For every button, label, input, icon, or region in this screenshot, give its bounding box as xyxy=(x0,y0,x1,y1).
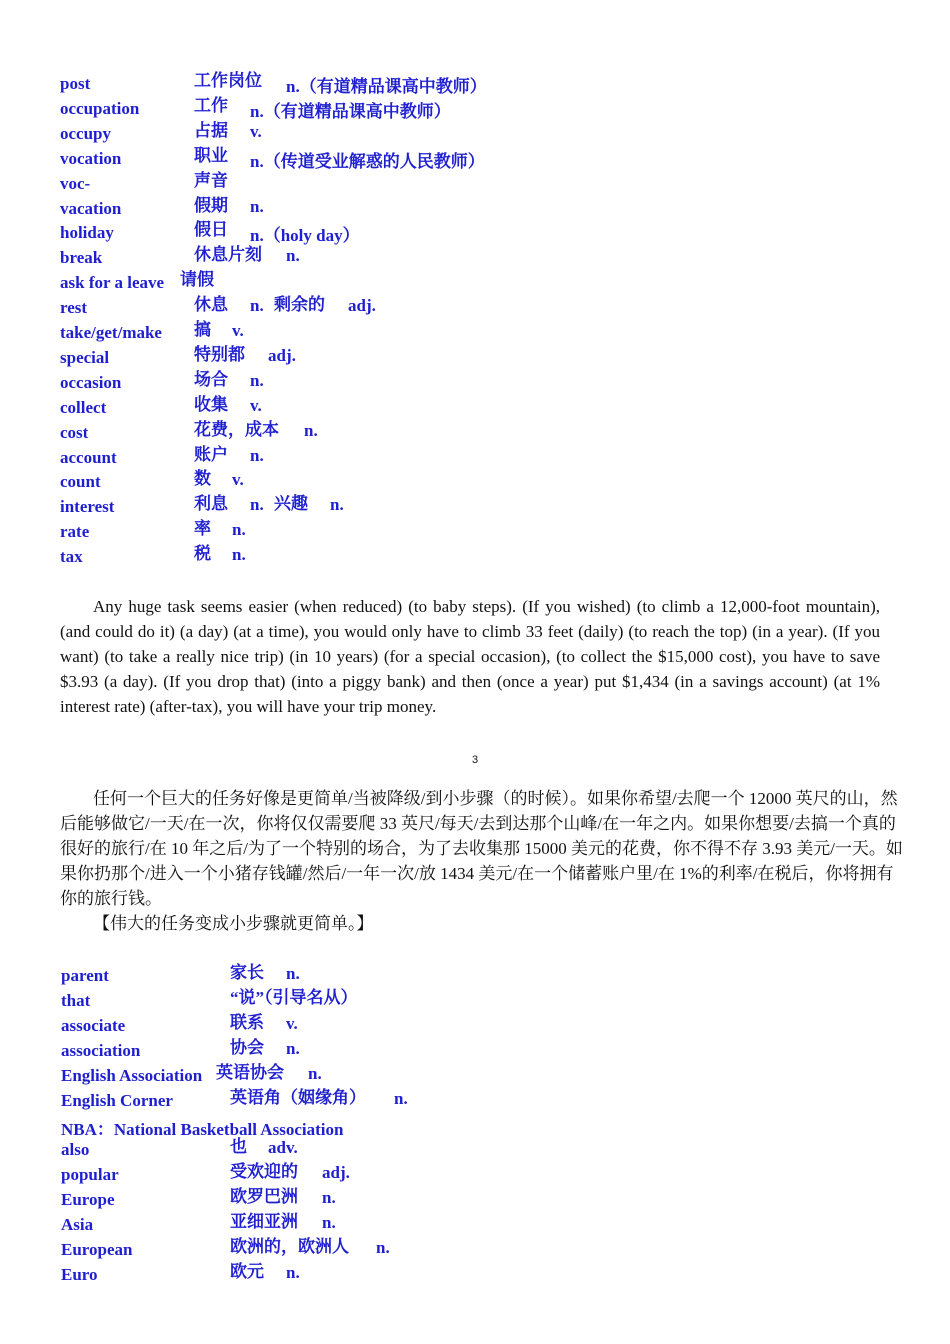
vocab-meaning: 英语角（姻缘角） xyxy=(230,1087,366,1107)
vocab-meaning: 假期 xyxy=(194,195,228,215)
vocab-word: cost xyxy=(60,422,89,442)
vocab-pos: n. xyxy=(232,545,246,565)
vocab-word: tax xyxy=(60,547,83,567)
vocab-meaning: 账户 xyxy=(194,444,228,464)
vocab-pos: n. xyxy=(308,1063,322,1083)
vocab-word: voc- xyxy=(60,173,91,193)
vocab-meaning: 欧罗巴洲 xyxy=(230,1187,298,1207)
chinese-summary: 【伟大的任务变成小步骤就更简单。】 xyxy=(93,914,374,933)
vocab-row xyxy=(0,419,900,443)
vocab-word: Euro xyxy=(61,1264,98,1284)
chinese-paragraph xyxy=(60,786,910,936)
vocab-row xyxy=(0,344,900,368)
vocab-pos: v. xyxy=(250,395,262,415)
vocab-pos: n. xyxy=(286,964,300,983)
vocab-meaning: 英语协会 xyxy=(216,1062,284,1082)
vocab-word: parent xyxy=(61,966,109,985)
vocab-pos: adj. xyxy=(268,345,296,365)
vocab-meaning: 场合 xyxy=(194,369,228,389)
vocab-word: English Corner xyxy=(61,1090,173,1110)
vocab-row xyxy=(0,1236,900,1260)
vocab-meaning: 请假 xyxy=(180,270,214,290)
vocab-meaning: 花费，成本 xyxy=(194,419,279,439)
vocab-pos: n.（有道精品课高中教师） xyxy=(286,77,487,96)
vocab-meaning: 工作岗位 xyxy=(194,71,262,90)
vocab-row xyxy=(0,1087,900,1111)
vocab-extra-pos: n. xyxy=(330,495,344,515)
vocab-word: English Association xyxy=(61,1065,203,1085)
vocab-row xyxy=(0,1062,900,1086)
vocab-meaning: 数 xyxy=(194,469,211,489)
vocab-row xyxy=(0,1136,900,1160)
vocab-meaning: “说”（引导名从） xyxy=(230,987,358,1007)
vocab-meaning: 占据 xyxy=(194,120,228,140)
vocab-word: ask for a leave xyxy=(60,273,165,293)
vocab-row xyxy=(0,1186,900,1210)
vocab-pos: n. xyxy=(394,1088,408,1108)
vocab-meaning: 率 xyxy=(194,519,211,539)
vocab-row xyxy=(0,987,900,1011)
vocab-word: occasion xyxy=(60,372,122,392)
vocab-pos: n. xyxy=(286,246,300,266)
vocab-row xyxy=(0,120,900,144)
vocab-word: occupation xyxy=(60,98,140,118)
vocab-meaning: 税 xyxy=(194,544,211,564)
vocab-word: that xyxy=(61,990,91,1010)
vocab-word: NBA：National Basketball Association xyxy=(61,1120,344,1140)
vocab-row xyxy=(0,319,900,343)
vocab-word: vocation xyxy=(60,148,122,168)
vocab-meaning: 利息 xyxy=(194,494,228,514)
vocab-row xyxy=(0,70,900,94)
vocab-extra-meaning: 剩余的 xyxy=(274,295,325,315)
vocab-word: special xyxy=(60,347,110,367)
vocab-word: also xyxy=(61,1140,90,1160)
vocab-meaning: 工作 xyxy=(194,95,228,115)
vocab-word: associate xyxy=(61,1015,126,1035)
vocab-pos: n.（有道精品课高中教师） xyxy=(250,101,451,121)
vocab-pos: n. xyxy=(250,296,264,316)
vocab-row xyxy=(0,493,900,517)
vocab-pos: n.（传道受业解惑的人民教师） xyxy=(250,151,485,171)
vocab-pos: n. xyxy=(232,520,246,540)
vocab-meaning: 特别都 xyxy=(194,344,245,364)
vocab-extra-pos: adj. xyxy=(348,296,376,316)
vocab-row xyxy=(0,518,900,542)
vocab-pos: v. xyxy=(286,1013,298,1033)
vocab-meaning: 休息片刻 xyxy=(194,245,262,265)
vocab-row xyxy=(0,468,900,492)
vocab-row xyxy=(0,444,900,468)
vocab-row xyxy=(0,95,900,119)
vocab-word: break xyxy=(60,248,103,268)
vocab-row xyxy=(0,1111,900,1140)
vocab-row xyxy=(0,195,900,219)
vocab-row xyxy=(0,170,900,194)
vocab-pos: n. xyxy=(322,1188,336,1208)
vocab-row xyxy=(0,244,900,268)
vocab-meaning: 休息 xyxy=(194,295,228,315)
vocab-pos: v. xyxy=(232,321,244,340)
vocab-word: take/get/make xyxy=(60,323,162,342)
vocab-meaning: 收集 xyxy=(194,394,228,414)
vocab-row xyxy=(0,294,900,318)
english-paragraph xyxy=(60,594,880,719)
vocab-row xyxy=(0,1211,900,1235)
vocab-row xyxy=(0,1037,900,1061)
english-paragraph-text: Any huge task seems easier (when reduced) (to baby steps). (If you wished) (to climb a 12,000-foot mountain), (and could do it) (a day) (at a time), you would only have to climb 33 feet (daily) (to reach the top) (in a year). (If you want) (to take a really nice trip) (in 10 years) (for a special occasion), (to collect the $15,000 cost), you have to save $3.93 (a day). (If you drop that) (into a piggy bank) and then (once a year) put $1,434 (in a savings account) (at 1% interest rate) (after-tax), you will have your trip money. xyxy=(60,597,880,716)
vocab-pos: n. xyxy=(250,370,264,390)
vocab-word: account xyxy=(60,447,117,467)
vocab-pos: n. xyxy=(286,1038,300,1058)
vocab-word: collect xyxy=(60,397,107,417)
vocab-meaning: 声音 xyxy=(194,170,228,190)
vocab-row xyxy=(0,1261,900,1285)
vocab-word: European xyxy=(61,1239,133,1259)
vocab-meaning: 受欢迎的 xyxy=(230,1162,298,1182)
vocab-pos: n.（holy day） xyxy=(250,226,360,246)
vocab-word: Asia xyxy=(61,1215,94,1234)
vocab-meaning: 搞 xyxy=(194,320,211,339)
vocab-word: association xyxy=(61,1040,141,1060)
vocab-pos: adv. xyxy=(268,1138,298,1158)
vocab-row xyxy=(0,394,900,418)
vocab-row xyxy=(0,962,900,986)
vocab-pos: v. xyxy=(250,121,262,141)
vocab-meaning: 欧元 xyxy=(230,1261,264,1281)
vocab-pos: n. xyxy=(322,1213,336,1232)
vocab-meaning: 欧洲的，欧洲人 xyxy=(230,1236,349,1256)
vocab-meaning: 也 xyxy=(230,1137,247,1157)
vocab-pos: n. xyxy=(376,1237,390,1257)
vocab-row xyxy=(0,1012,900,1036)
vocab-word: Europe xyxy=(61,1190,115,1210)
vocab-word: occupy xyxy=(60,123,111,143)
vocab-word: popular xyxy=(61,1165,119,1185)
vocab-row xyxy=(0,543,900,567)
vocab-word: holiday xyxy=(60,223,114,243)
vocab-row xyxy=(0,1161,900,1185)
vocab-pos: n. xyxy=(250,196,264,216)
vocab-word: count xyxy=(60,472,101,492)
vocab-word: rest xyxy=(60,298,88,318)
vocab-word: post xyxy=(60,74,91,93)
vocab-pos: n. xyxy=(286,1262,300,1282)
vocab-pos: n. xyxy=(304,420,318,440)
vocab-meaning: 职业 xyxy=(194,145,228,165)
vocab-pos: v. xyxy=(232,470,244,490)
vocab-word: rate xyxy=(60,522,90,542)
vocab-meaning: 联系 xyxy=(230,1012,264,1032)
page-number: 3 xyxy=(471,754,479,766)
vocab-pos: n. xyxy=(250,495,264,515)
chinese-paragraph-text: 任何一个巨大的任务好像是更简单/当被降级/到小步骤（的时候）。如果你希望/去爬一个 12000 英尺的山，然后能够做它/一天/在一次，你将仅仅需要爬 33 英尺/每天/去到达那个山峰/在一年之内。如果你想要/去搞一个真的很好的旅行/在 10 年之后/为了一个特别的场合，为了去收集那 15000 美元的花费，你不得不存 3.93 美元/一天。如果你扔那个/进入一个小猪存钱罐/然后/一年一次/放 1434 美元/在一个储蓄账户里/在 1%的利率/在税后，你将拥有你的旅行钱。 xyxy=(60,789,903,908)
vocab-row xyxy=(0,269,900,293)
vocab-extra-meaning: 兴趣 xyxy=(274,494,308,514)
vocab-meaning: 亚细亚洲 xyxy=(230,1212,298,1231)
vocab-pos: adj. xyxy=(322,1163,350,1183)
vocab-row xyxy=(0,219,900,246)
vocab-row xyxy=(0,369,900,393)
vocab-row xyxy=(0,145,900,169)
vocab-meaning: 假日 xyxy=(194,220,228,240)
vocab-word: interest xyxy=(60,497,115,517)
vocab-word: vacation xyxy=(60,198,122,218)
vocab-pos: n. xyxy=(250,445,264,465)
vocab-meaning: 协会 xyxy=(230,1037,264,1057)
vocab-meaning: 家长 xyxy=(230,963,264,982)
